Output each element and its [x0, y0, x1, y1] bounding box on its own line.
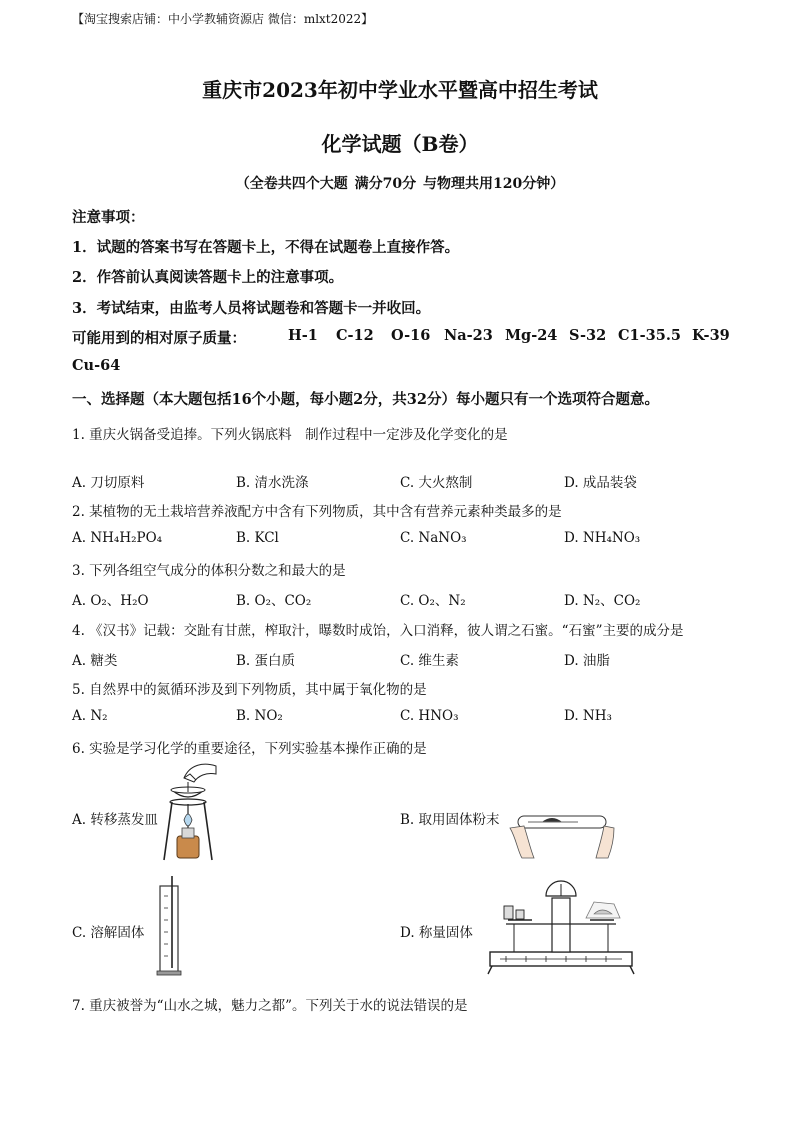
section-heading: 一、选择题（本大题包括16个小题，每小题2分，共32分）每小题只有一个选项符合题意。	[72, 391, 659, 408]
option-b: B. NO₂	[236, 708, 283, 724]
question-stem: 5. 自然界中的氮循环涉及到下列物质，其中属于氧化物的是	[72, 682, 427, 698]
question-stem: 6. 实验是学习化学的重要途径，下列实验基本操作正确的是	[72, 741, 427, 757]
atomic-mass: C1-35.5	[618, 327, 681, 344]
option-c: C. HNO₃	[400, 708, 459, 724]
evaporating-dish-figure	[160, 760, 220, 868]
atomic-mass: H-1	[288, 327, 318, 344]
option-a: A. N₂	[72, 708, 108, 724]
atomic-mass: Cu-64	[72, 357, 121, 374]
atomic-mass: O-16	[391, 327, 431, 344]
option-c: C. 维生素	[400, 653, 459, 669]
option-b: B. O₂、CO₂	[236, 593, 312, 609]
option-b: B. 清水洗涤	[236, 475, 309, 491]
option-c: C. NaNO₃	[400, 530, 467, 546]
graduated-cylinder-figure	[156, 876, 182, 976]
question-stem: 7. 重庆被誉为“山水之城，魅力之都”。下列关于水的说法错误的是	[72, 998, 468, 1014]
option-c: C. 大火熬制	[400, 475, 473, 491]
atomic-mass: Mg-24	[505, 327, 558, 344]
notice-item: 2．作答前认真阅读答题卡上的注意事项。	[72, 269, 344, 286]
atomic-mass: K-39	[692, 327, 730, 344]
exam-info: （全卷共四个大题 满分70分 与物理共用120分钟）	[235, 176, 565, 192]
option-a: A. 糖类	[72, 653, 118, 669]
option-d: D. NH₄NO₃	[564, 530, 641, 546]
notice-item: 3．考试结束，由监考人员将试题卷和答题卡一并收回。	[72, 300, 431, 317]
option-b: B. 取用固体粉末	[400, 812, 500, 828]
page-header: 【淘宝搜索店铺：中小学教辅资源店 微信：mlxt2022】	[72, 12, 374, 26]
notice-heading: 注意事项：	[72, 209, 145, 226]
question-stem: 4. 《汉书》记载：交趾有甘蔗，榨取汁，曝数时成饴，入口消释，彼人谓之石蜜。“石蜜”主要的成分是	[72, 623, 684, 639]
test-tube-powder-figure	[508, 808, 620, 860]
option-d: D. 油脂	[564, 653, 610, 669]
option-a: A. 转移蒸发皿	[72, 812, 158, 828]
option-a: A. NH₄H₂PO₄	[72, 530, 163, 546]
exam-subtitle: 化学试题（B卷）	[321, 132, 479, 156]
notice-item: 1．试题的答案书写在答题卡上，不得在试题卷上直接作答。	[72, 239, 460, 256]
option-c: C. 溶解固体	[72, 925, 145, 941]
atomic-masses-label: 可能用到的相对原子质量：	[72, 330, 246, 347]
atomic-mass: Na-23	[444, 327, 493, 344]
option-a: A. 刀切原料	[72, 475, 145, 491]
option-a: A. O₂、H₂O	[72, 593, 149, 609]
option-d: D. NH₃	[564, 708, 612, 724]
option-d: D. N₂、CO₂	[564, 593, 641, 609]
question-stem: 1. 重庆火锅备受追捧。下列火锅底料 制作过程中一定涉及化学变化的是	[72, 427, 508, 443]
option-d: D. 称量固体	[400, 925, 473, 941]
question-stem: 3. 下列各组空气成分的体积分数之和最大的是	[72, 563, 346, 579]
atomic-mass: C-12	[336, 327, 374, 344]
balance-figure	[486, 876, 636, 976]
option-b: B. KCl	[236, 530, 279, 546]
question-stem: 2. 某植物的无土栽培营养液配方中含有下列物质，其中含有营养元素种类最多的是	[72, 504, 562, 520]
option-d: D. 成品装袋	[564, 475, 637, 491]
option-c: C. O₂、N₂	[400, 593, 466, 609]
atomic-mass: S-32	[569, 327, 607, 344]
option-b: B. 蛋白质	[236, 653, 296, 669]
exam-title: 重庆市2023年初中学业水平暨高中招生考试	[202, 78, 598, 102]
